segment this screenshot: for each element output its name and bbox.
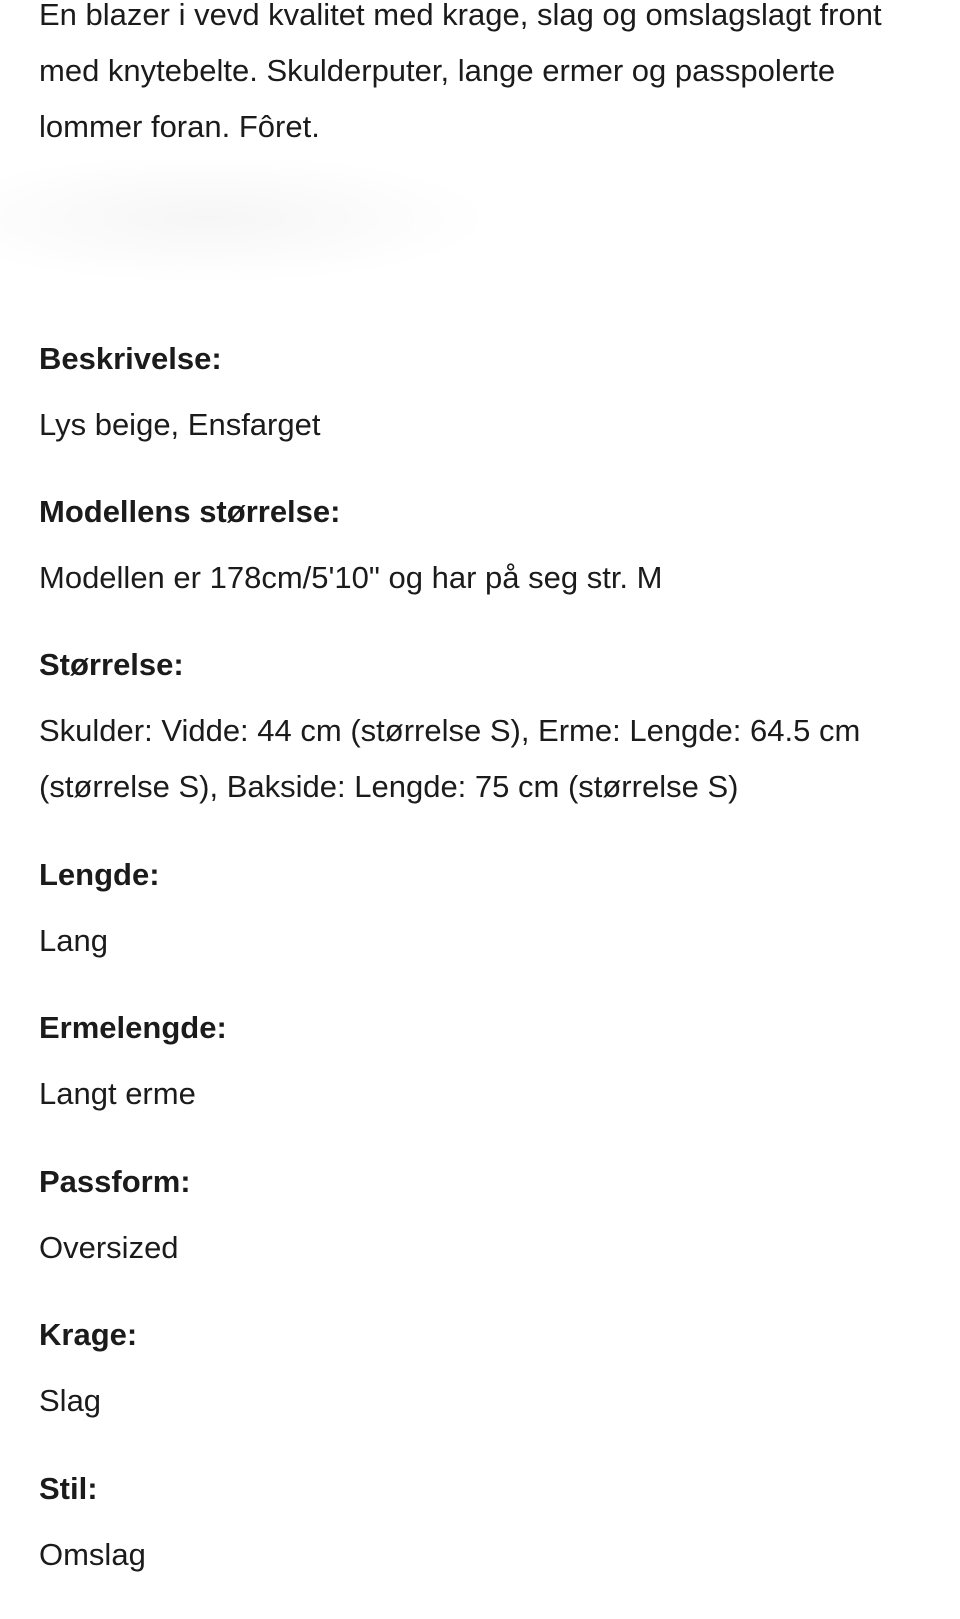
attribute-value-model-size: Modellen er 178cm/5'10" og har på seg str. M (39, 560, 663, 595)
attribute-label-sleeve-length: Ermelengde: (39, 1010, 227, 1045)
attribute-value-description: Lys beige, Ensfarget (39, 407, 321, 442)
blurred-background-artifact (0, 160, 520, 290)
attribute-label-style: Stil: (39, 1471, 98, 1506)
attribute-value-style: Omslag (39, 1537, 146, 1572)
attribute-value-size: Skulder: Vidde: 44 cm (størrelse S), Erme: Lengde: 64.5 cm (størrelse S), Bakside: Lengde: 75 cm (størrelse S) (39, 713, 861, 804)
attribute-label-model-size: Modellens størrelse: (39, 494, 341, 529)
attribute-value-sleeve-length: Langt erme (39, 1076, 196, 1111)
attribute-label-length: Lengde: (39, 857, 160, 892)
attribute-value-fit: Oversized (39, 1230, 179, 1265)
attribute-label-description: Beskrivelse: (39, 341, 222, 376)
attribute-value-length: Lang (39, 923, 108, 958)
attribute-value-collar: Slag (39, 1383, 102, 1418)
attribute-label-collar: Krage: (39, 1317, 138, 1352)
attribute-label-fit: Passform: (39, 1164, 191, 1199)
attribute-label-size: Størrelse: (39, 647, 184, 682)
product-description-text: En blazer i vevd kvalitet med krage, slag og omslagslagt front med knytebelte. Skulderputer, lange ermer og passpolerte lommer foran. Fôret. (39, 0, 882, 144)
